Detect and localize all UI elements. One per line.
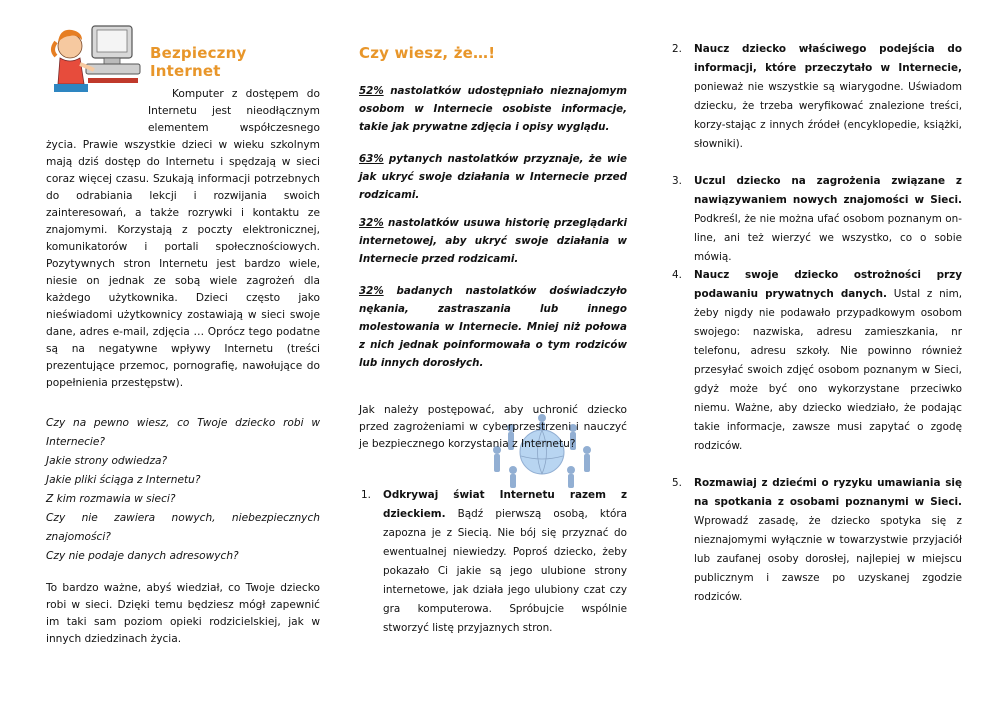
tip-item (672, 172, 962, 267)
intro-paragraph (46, 86, 320, 392)
question: Jakie strony odwiedza? (46, 455, 168, 467)
question: Jakie pliki ściąga z Internetu? (46, 474, 201, 486)
tip-heading: Uczul dziecko na zagrożenia związane z nawiązywaniem nowych znajomości w Sieci. (694, 175, 962, 206)
fact-percent: 32% (359, 217, 384, 229)
tip-item (672, 40, 962, 154)
tip-text: Wprowadź zasadę, że dziecko spotyka się z nieznajomymi wyłącznie w towarzystwie przyjaciół lub zaufanej osoby dorosłej, najlepiej w miejscu publicznym i zawsze po uzyskanej zgodzie rodziców. (694, 515, 962, 603)
tip-number: 2. (672, 43, 682, 55)
fact-text: pytanych nastolatków przyznaje, że wie jak ukryć swoje działania w Internecie przed rodzicami. (359, 153, 627, 201)
question: Czy na pewno wiesz, co Twoje dziecko robi w Internecie? (46, 417, 320, 448)
question: Czy nie podaje danych adresowych? (46, 550, 239, 562)
question: Z kim rozmawia w sieci? (46, 493, 176, 505)
tip-number: 3. (672, 175, 682, 187)
fact-text: nastolatków usuwa historię przeglądarki internetowej, aby ukryć swoje działania w Internecie przed rodzicami. (359, 217, 627, 265)
tip-text: Ustal z nim, żeby nigdy nie podawało przypadkowym osobom swojego: nazwiska, adresu zamieszkania, nr telefonu, adresu szkoły. Nie powinno również przesyłać swoich zdjęć osobom poznanym w Sieci, gdyż może być ono wykorzystane przeciwko niemu. Ważne, aby dziecko wiedziało, że podając takie informacje, zawsze musi zapytać o zgodę rodziców. (694, 288, 962, 452)
tip-text: ponieważ nie wszystkie są wiarygodne. Uświadom dziecku, że trzeba weryfikować znalezione treści, korzy-stając z innych źródeł (encyklopedie, książki, słowniki). (694, 81, 962, 150)
fact-item (359, 214, 627, 268)
closing-paragraph (46, 580, 320, 648)
fact-percent: 52% (359, 85, 384, 97)
tip-item (672, 266, 962, 456)
tip-text: Bądź pierwszą osobą, która zapozna je z Siecią. Nie bój się przyznać do ewentualnej niewiedzy. Poproś dziecko, żeby pokazało Ci jakie są jego ulubione strony internetowe, jak działa jego ulubiony czat czy gra komputerowa. Spróbujcie wspólnie stworzyć listę przyjaznych stron. (383, 508, 627, 634)
facts-title: Czy wiesz, że…! (359, 44, 496, 62)
fact-item (359, 282, 627, 372)
how-to-paragraph: Jak należy postępować, aby uchronić dziecko przed zagrożeniami w cyberprzestrzeni i nauczyć je bezpiecznego korzystania z Internetu? (359, 404, 627, 450)
tip-number: 1. (361, 489, 371, 501)
intro-text: Komputer z dostępem do Internetu jest nieodłącznym elementem współczesnego życia. Prawie wszystkie dzieci w wieku szkolnym mają dziś dostęp do Internetu i spędzają w sieci coraz więcej czasu. Szukają informacji potrzebnych do odrabiania lekcji i rozwijania swoich zainteresowań, a także rozrywki i kontaktu ze znajomymi. Korzystają z poczty elektronicznej, komunikatorów i portali społecznościowych. Pozytywnych stron Internetu jest bardzo wiele, niesie on jednak ze sobą wiele zagrożeń dla każdego użytkownika. Dzieci często jako nieświadomi użytkownicy zostawiają w sieci swoje dane, adres e-mail, zdjęcia … Oprócz tego podatne są na negatywne wpływy Internetu (treści prezentujące przemoc, pornografię, nawołujące do popełnienia przestępstw). (46, 88, 320, 389)
fact-item (359, 150, 627, 204)
questions-list (46, 414, 320, 566)
tip-number: 4. (672, 269, 682, 281)
fact-text: badanych nastolatków doświadczyło nękania, zastraszania lub innego molestowania w Internecie. Mniej niż połowa z nich jednak poinformowała o tym rodziców lub innych dorosłych. (359, 285, 627, 369)
tip-text: Podkreśl, że nie można ufać osobom poznanym on-line, ani też wierzyć we wszystko, co o sobie mówią. (694, 213, 962, 263)
tip-item (361, 486, 627, 638)
tip-heading: Rozmawiaj z dziećmi o ryzyku umawiania się na spotkania z osobami poznanymi w Sieci. (694, 477, 962, 508)
page-title: Bezpieczny Internet (150, 44, 247, 80)
fact-percent: 63% (359, 153, 384, 165)
tip-heading: Naucz dziecko właściwego podejścia do informacji, które przeczytało w Internecie, (694, 43, 962, 74)
fact-text: nastolatków udostępniało nieznajomym osobom w Internecie osobiste informacje, takie jak prywatne zdjęcia i opisy wyglądu. (359, 85, 627, 133)
closing-text: To bardzo ważne, abyś wiedział, co Twoje dziecko robi w sieci. Dzięki temu będziesz mógł zapewnić im taki sam poziom opieki rodzicielskiej, jak w innych dziedzinach życia. (46, 582, 320, 645)
tip-number: 5. (672, 477, 682, 489)
tip-heading: Odkrywaj świat Internetu razem z dzieckiem. (383, 489, 627, 520)
fact-percent: 32% (359, 285, 384, 297)
tip-heading: Naucz swoje dziecko ostrożności przy podawaniu prywatnych danych. (694, 269, 962, 300)
question: Czy nie zawiera nowych, niebezpiecznych znajomości? (46, 512, 320, 543)
fact-item (359, 82, 627, 136)
tip-item (672, 474, 962, 607)
